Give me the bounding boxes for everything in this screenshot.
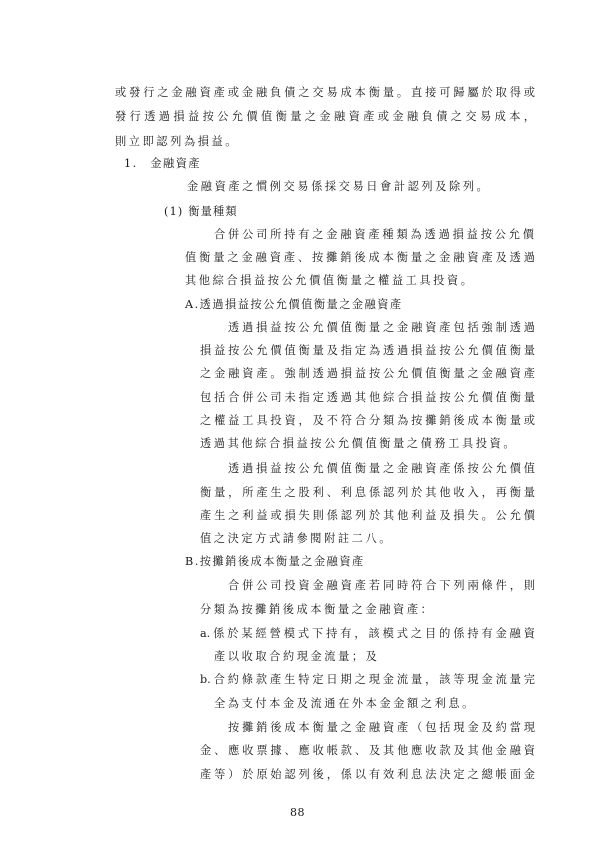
- body-text-line: 之金融資產。強制透過損益按公允價值衡量之金融資產: [200, 367, 535, 380]
- section-heading: 1. 金融資產: [124, 157, 202, 170]
- body-text-line: 透過損益按公允價值衡量之金融資產包括強制透過: [228, 321, 535, 334]
- list-item-b-cont: 全為支付本金及流通在外本金金額之利息。: [214, 697, 476, 710]
- body-text-line: 發行透過損益按公允價值衡量之金融資產或金融負債之交易成本，: [115, 110, 535, 123]
- body-text-line: 金融資產之慣例交易係採交易日會計認列及除列。: [187, 180, 491, 193]
- body-text-line: 合併公司投資金融資產若同時符合下列兩條件，則: [228, 579, 535, 592]
- body-text-line: 透過其他綜合損益按公允價值衡量之債務工具投資。: [200, 437, 518, 450]
- body-text-line: 則立即認列為損益。: [115, 135, 240, 148]
- list-item-b: b.合約條款產生特定日期之現金流量，該等現金流量完: [200, 673, 535, 686]
- subsection-heading: (1) 衡量種類: [164, 205, 238, 218]
- page-number: 88: [290, 806, 305, 819]
- item-heading: A.透過損益按公允價值衡量之金融資產: [185, 298, 403, 311]
- body-text-line: 衡量，所產生之股利、利息係認列於其他收入，再衡量: [200, 486, 535, 499]
- body-text-line: 金、應收票據、應收帳款、及其他應收款及其他金融資: [200, 744, 535, 757]
- body-text-line: 產等）於原始認列後，係以有效利息法決定之總帳面金: [200, 768, 535, 781]
- body-text-line: 透過損益按公允價值衡量之金融資產係按公允價值: [228, 462, 535, 475]
- body-text-line: 合併公司所持有之金融資產種類為透過損益按公允價: [214, 228, 534, 241]
- body-text-line: 分類為按攤銷後成本衡量之金融資產：: [200, 603, 435, 616]
- list-item-a-cont: 產以收取合約現金流量；及: [214, 650, 380, 663]
- item-heading: B.按攤銷後成本衡量之金融資產: [185, 555, 365, 568]
- body-text-line: 包括合併公司未指定透過其他綜合損益按公允價值衡量: [200, 391, 535, 404]
- body-text-line: 值之決定方式請參閱附註二八。: [200, 532, 394, 545]
- body-text-line: 其他綜合損益按公允價值衡量之權益工具投資。: [185, 274, 475, 287]
- body-text-line: 之權益工具投資，及不符合分類為按攤銷後成本衡量或: [200, 414, 535, 427]
- body-text-line: 或發行之金融資產或金融負債之交易成本衡量。直接可歸屬於取得或: [115, 86, 535, 99]
- body-text-line: 損益按公允價值衡量及指定為透過損益按公允價值衡量: [200, 344, 535, 357]
- body-text-line: 按攤銷後成本衡量之金融資產（包括現金及約當現: [228, 721, 535, 734]
- list-item-a: a.係於某經營模式下持有，該模式之目的係持有金融資: [200, 627, 535, 640]
- body-text-line: 產生之利益或損失則係認列於其他利益及損失。公允價: [200, 509, 535, 522]
- body-text-line: 值衡量之金融資產、按攤銷後成本衡量之金融資產及透過: [185, 251, 535, 264]
